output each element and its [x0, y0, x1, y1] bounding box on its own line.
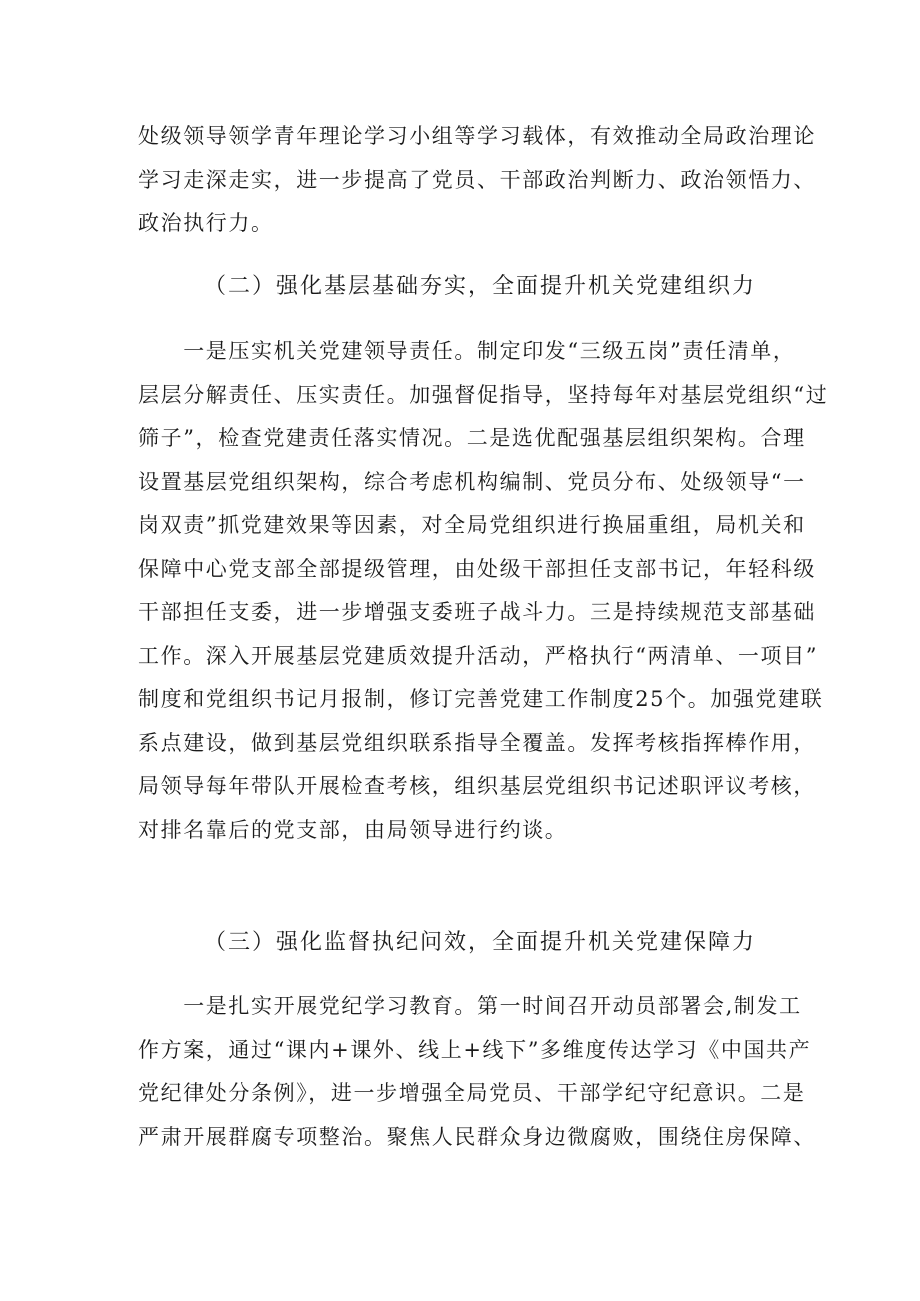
paragraph-line: 作方案，通过“课内+课外、线上+线下”多维度传达学习《中国共产: [138, 1037, 812, 1062]
paragraph-line: 严肃开展群腐专项整治。聚焦人民群众身边微腐败，围绕住房保障、: [138, 1124, 816, 1149]
paragraph-line: 工作。深入开展基层党建质效提升活动，严格执行“两清单、一项目”: [138, 643, 819, 668]
paragraph-line: 局领导每年带队开展检查考核，组织基层党组织书记述职评议考核，: [138, 774, 816, 798]
paragraph-line: 对排名靠后的党支部，由局领导进行约谈。: [138, 817, 568, 842]
paragraph-supervision: [138, 985, 816, 1159]
paragraph-line: 一是扎实开展党纪学习教育。第一时间召开动员部署会,制发工: [138, 994, 802, 1018]
section-heading-organization: （二）强化基层基础夯实，全面提升机关党建组织力: [204, 274, 757, 299]
paragraph-line: 一是压实机关党建领导责任。制定印发“三级五岗”责任清单，: [138, 339, 796, 363]
paragraph-organization: [138, 330, 829, 852]
paragraph-line: 设置基层党组织架构，综合考虑机构编制、党员分布、处级领导“一: [138, 469, 806, 494]
paragraph-line: 系点建设，做到基层党组织联系指导全覆盖。发挥考核指挥棒作用，: [138, 730, 816, 755]
paragraph-line: 筛子”，检查党建责任落实情况。二是选优配强基层组织架构。合理: [138, 426, 806, 450]
paragraph-political-study: [138, 115, 816, 246]
paragraph-line: 岗双责”抓党建效果等因素，对全局党组织进行换届重组，局机关和: [138, 513, 806, 537]
paragraph-line: 处级领导领学青年理论学习小组等学习载体，有效推动全局政治理论: [138, 124, 816, 148]
paragraph-line: 党纪律处分条例》，进一步增强全局党员、干部学纪守纪意识。二是: [138, 1081, 806, 1105]
paragraph-line: 政治执行力。: [138, 211, 274, 235]
paragraph-line: 干部担任支委，进一步增强支委班子战斗力。三是持续规范支部基础: [138, 600, 816, 624]
paragraph-line: 保障中心党支部全部提级管理，由处级干部担任支部书记，年轻科级: [138, 556, 816, 581]
section-heading-supervision: （三）强化监督执纪问效，全面提升机关党建保障力: [204, 930, 757, 955]
paragraph-line: 学习走深走实，进一步提高了党员、干部政治判断力、政治领悟力、: [138, 167, 816, 192]
paragraph-line: 层层分解责任、压实责任。加强督促指导，坚持每年对基层党组织“过: [138, 382, 829, 407]
paragraph-line: 制度和党组织书记月报制，修订完善党建工作制度25个。加强党建联: [138, 687, 824, 711]
